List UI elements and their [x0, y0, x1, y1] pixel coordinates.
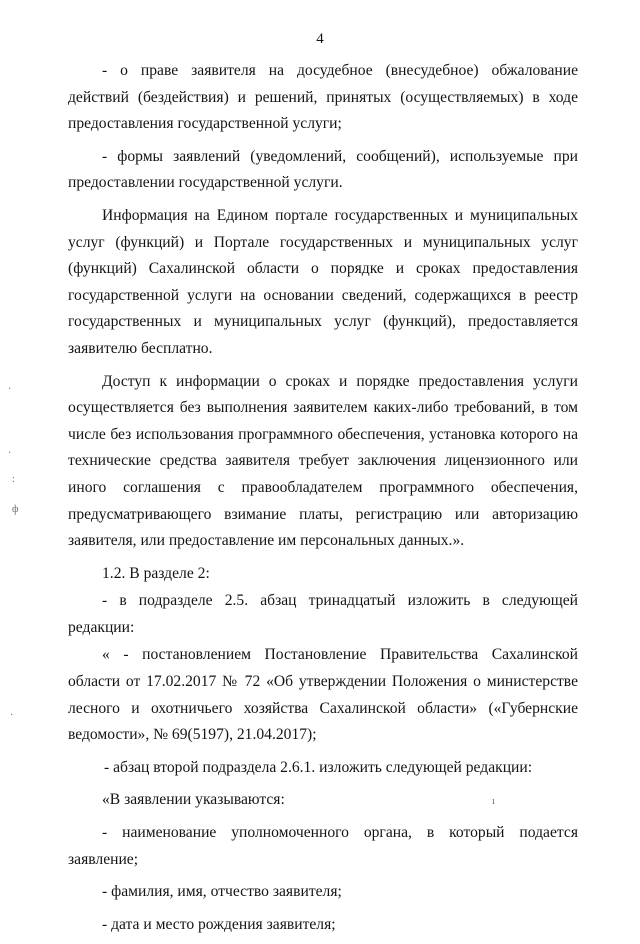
scan-artifact: ф — [12, 504, 19, 515]
scan-artifact: · — [8, 384, 12, 395]
list-item-birth-date-place: - дата и место рождения заявителя; — [102, 915, 336, 933]
list-item-applicant-name: - фамилия, имя, отчество заявителя; — [102, 883, 342, 901]
paragraph-appeal-right: - о праве заявителя на досудебное (внесудебное) обжалование действий (бездействия) и решений, принятых (осуществляемых) в ходе предоставления государственной услуги; — [68, 62, 578, 133]
list-item-authority-name: - наименование уполномоченного органа, в который подается заявление; — [68, 824, 578, 868]
paragraph-access-info: Доступ к информации о сроках и порядке предоставления услуги осуществляется без выполнения заявителем каких-либо требований, в том числе без использования программного обеспечения, установка которого на технические средства заявителя требует заключения лицензионного или иного соглашения с правообладателем программного обеспечения, предусматривающего взимание платы, регистрацию или авторизацию заявителя, или предоставление им персональных данных.». — [68, 372, 578, 550]
document-body — [68, 58, 578, 944]
paragraph-section-heading: 1.2. В разделе 2: — [102, 564, 210, 582]
page-number: 4 — [316, 31, 324, 47]
paragraph-application-forms: - формы заявлений (уведомлений, сообщений), используемые при предоставлении государственной услуги. — [68, 147, 578, 192]
scan-artifact: : — [12, 474, 15, 485]
paragraph-subsection-2-5: - в подразделе 2.5. абзац тринадцатый изложить в следующей редакции: — [68, 592, 578, 636]
scan-artifact: ı — [492, 796, 495, 807]
paragraph-application-contents: «В заявлении указываются: — [102, 791, 285, 809]
paragraph-portal-info: Информация на Едином портале государственных и муниципальных услуг (функций) и Портале государственных и муниципальных услуг (функций) Сахалинской области о порядке и сроках предоставления государственной услуги на основании сведений, содержащихся в реестр государственных и муниципальных услуг (функций), предоставляется заявителю бесплатно. — [68, 206, 578, 357]
scan-artifact: · — [10, 710, 14, 721]
paragraph-subsection-2-6-1: - абзац второй подраздела 2.6.1. изложить следующей редакции: — [104, 758, 533, 776]
paragraph-government-resolution: « - постановлением Постановление Правительства Сахалинской области от 17.02.2017 № 72 «Об утверждении Положения о министерстве лесного и охотничьего хозяйства Сахалинской области» («Губернские ведомости», № 69(5197), 21.04.2017); — [68, 646, 578, 744]
scan-artifact: · — [8, 448, 12, 459]
